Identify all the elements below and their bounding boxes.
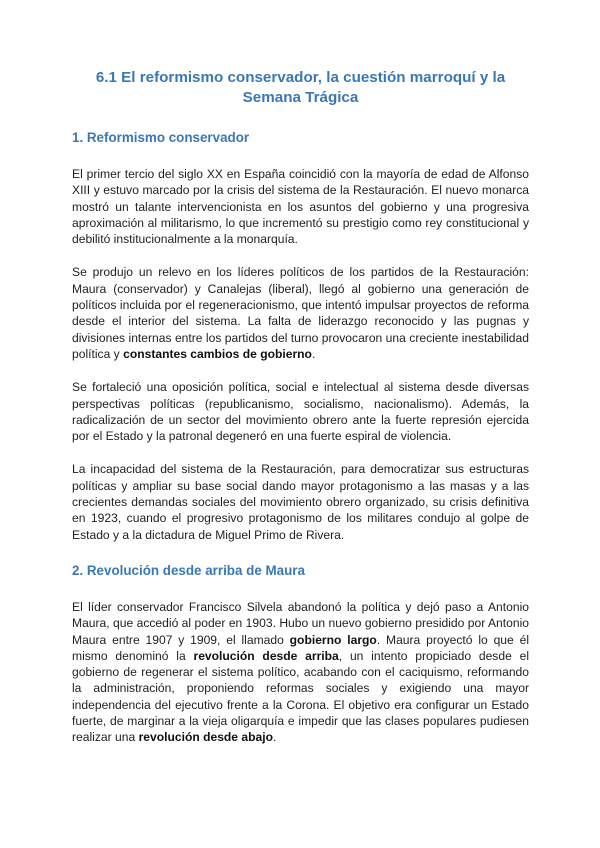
bold-term: constantes cambios de gobierno — [123, 346, 312, 361]
paragraph — [72, 264, 529, 362]
section-heading-reformismo: 1. Reformismo conservador — [72, 130, 250, 145]
paragraph — [72, 599, 529, 746]
bold-term: revolución desde abajo — [138, 730, 273, 745]
paragraph: Se fortaleció una oposición política, social e intelectual al sistema desde diversas perspectivas políticas (republicanismo, socialismo, nacionalismo). Además, la radicalización de un sector del movimiento obrero ante la fuerte represión ejercida por el Estado y la patronal degeneró en una fuerte espiral de violencia. — [72, 380, 529, 444]
document-title: 6.1 El reformismo conservador, la cuestión marroquí y la Semana Trágica — [95, 69, 506, 106]
paragraph: El primer tercio del siglo XX en España coincidió con la mayoría de edad de Alfonso XIII y estuvo marcado por la crisis del sistema de la Restauración. El nuevo monarca mostró un talante intervencionista en los asuntos del gobierno y una progresiva aproximación al militarismo, lo que incrementó su prestigio como rey constitucional y debilitó institucionalmente a la monarquía. — [72, 167, 529, 247]
bold-term: gobierno largo — [289, 632, 377, 647]
paragraph-text: . Maura proyectó lo que él mismo denominó la — [72, 632, 530, 663]
paragraph-text: Se produjo un relevo en los líderes políticos de los partidos de la Restauración: Maura (conservador) y Canalejas (liberal), llegó al gobierno una generación de políticos incluida por el regeneracionismo, que intentó impulsar proyectos de reforma desde el interior del sistema. La falta de liderazgo reconocido y las pugnas y divisiones internas entre los partidos del turno provocaron una creciente inestabilidad política y — [72, 265, 529, 361]
paragraph-text: , un intento propiciado desde el gobierno de regenerar el sistema político, acabando con el caciquismo, reformando la administración, proponiendo reformas sociales y exigiendo una mayor independencia del ejecutivo frente a la Corona. El objetivo era configurar un Estado fuerte, de marginar a la vieja oligarquía e impedir que las clases populares pudiesen realizar una — [72, 648, 530, 745]
paragraph-text: . — [311, 346, 316, 361]
paragraph: La incapacidad del sistema de la Restauración, para democratizar sus estructuras políticas y ampliar su base social dando mayor protagonismo a las masas y a las crecientes demandas sociales del movimiento obrero organizado, su crisis definitiva en 1923, cuando el progresivo protagonismo de los militares condujo al golpe de Estado y a la dictadura de Miguel Primo de Rivera. — [72, 462, 529, 542]
bold-term: revolución desde arriba — [193, 648, 339, 663]
document-page — [72, 68, 529, 746]
paragraph-text: El líder conservador Francisco Silvela abandonó la política y dejó paso a Antonio Maura, que accedió al poder en 1903. Hubo un nuevo gobierno presidido por Antonio Maura entre 1907 y 1909, el llamado — [72, 599, 529, 647]
paragraph-text: . — [272, 730, 277, 745]
section-heading-revolucion: 2. Revolución desde arriba de Maura — [72, 562, 305, 578]
